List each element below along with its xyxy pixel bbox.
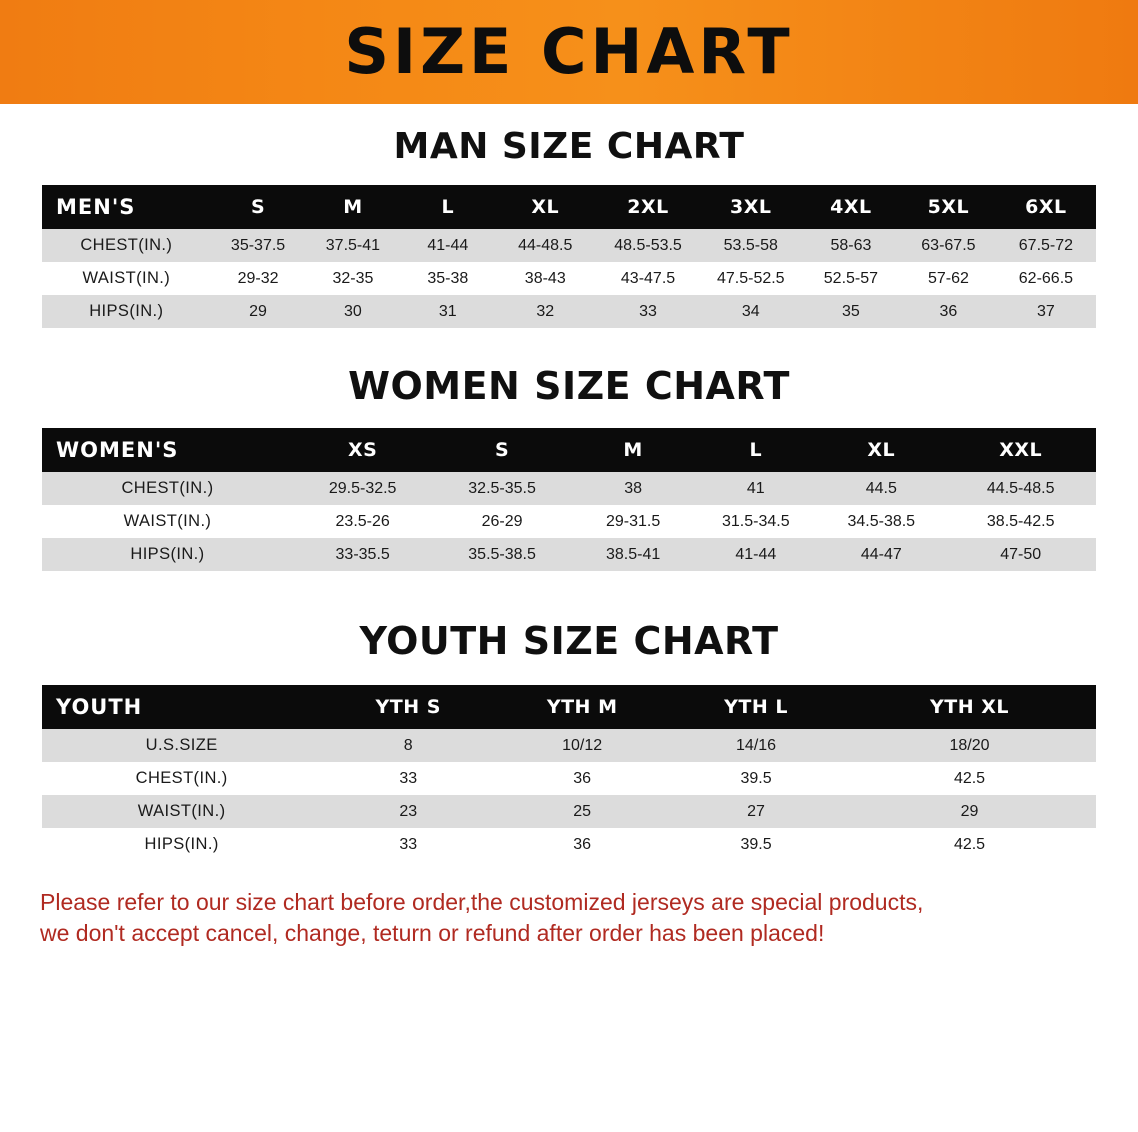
man-size-table bbox=[42, 185, 1096, 328]
table-cell: 36 bbox=[495, 762, 669, 795]
column-header: WOMEN'S bbox=[42, 428, 293, 472]
table-cell: 31.5-34.5 bbox=[694, 505, 817, 538]
women-table-wrapper bbox=[42, 428, 1096, 571]
table-cell: 58-63 bbox=[801, 229, 901, 262]
footer-line-1: Please refer to our size chart before order,the customized jerseys are special products, bbox=[40, 889, 924, 915]
table-cell: 42.5 bbox=[843, 762, 1096, 795]
table-row bbox=[42, 262, 1096, 295]
table-row bbox=[42, 472, 1096, 505]
table-cell: 35 bbox=[801, 295, 901, 328]
table-cell: 32 bbox=[495, 295, 595, 328]
table-cell: 32.5-35.5 bbox=[432, 472, 571, 505]
column-header: XXL bbox=[945, 428, 1096, 472]
row-label: U.S.SIZE bbox=[42, 729, 321, 762]
table-header-row bbox=[42, 685, 1096, 729]
table-cell: 34.5-38.5 bbox=[817, 505, 945, 538]
table-cell: 10/12 bbox=[495, 729, 669, 762]
table-cell: 29-32 bbox=[211, 262, 306, 295]
table-cell: 41-44 bbox=[400, 229, 495, 262]
table-row bbox=[42, 795, 1096, 828]
table-cell: 39.5 bbox=[669, 828, 843, 861]
table-cell: 34 bbox=[701, 295, 801, 328]
row-label: CHEST(IN.) bbox=[42, 472, 293, 505]
table-row bbox=[42, 505, 1096, 538]
table-cell: 35-37.5 bbox=[211, 229, 306, 262]
column-header: YTH L bbox=[669, 685, 843, 729]
column-header: 3XL bbox=[701, 185, 801, 229]
table-cell: 18/20 bbox=[843, 729, 1096, 762]
row-label: CHEST(IN.) bbox=[42, 762, 321, 795]
column-header: YTH XL bbox=[843, 685, 1096, 729]
table-cell: 44-48.5 bbox=[495, 229, 595, 262]
table-cell: 30 bbox=[305, 295, 400, 328]
table-cell: 31 bbox=[400, 295, 495, 328]
table-cell: 52.5-57 bbox=[801, 262, 901, 295]
table-cell: 43-47.5 bbox=[595, 262, 700, 295]
table-cell: 38 bbox=[572, 472, 695, 505]
page-banner bbox=[0, 0, 1138, 104]
column-header: MEN'S bbox=[42, 185, 211, 229]
youth-size-table bbox=[42, 685, 1096, 861]
table-cell: 35-38 bbox=[400, 262, 495, 295]
youth-section-heading: YOUTH SIZE CHART bbox=[359, 619, 779, 663]
table-cell: 53.5-58 bbox=[701, 229, 801, 262]
table-cell: 33 bbox=[595, 295, 700, 328]
column-header: S bbox=[432, 428, 571, 472]
table-cell: 29.5-32.5 bbox=[293, 472, 432, 505]
youth-table-wrapper bbox=[42, 685, 1096, 861]
table-cell: 41-44 bbox=[694, 538, 817, 571]
column-header: 4XL bbox=[801, 185, 901, 229]
table-cell: 23.5-26 bbox=[293, 505, 432, 538]
page-title: SIZE CHART bbox=[344, 15, 794, 88]
table-cell: 38.5-42.5 bbox=[945, 505, 1096, 538]
man-section-heading: MAN SIZE CHART bbox=[393, 126, 745, 167]
table-cell: 27 bbox=[669, 795, 843, 828]
column-header: L bbox=[694, 428, 817, 472]
table-cell: 47-50 bbox=[945, 538, 1096, 571]
table-cell: 25 bbox=[495, 795, 669, 828]
women-section-heading: WOMEN SIZE CHART bbox=[348, 364, 790, 408]
column-header: XL bbox=[495, 185, 595, 229]
table-header-row bbox=[42, 428, 1096, 472]
table-cell: 57-62 bbox=[901, 262, 996, 295]
table-row bbox=[42, 229, 1096, 262]
row-label: WAIST(IN.) bbox=[42, 262, 211, 295]
women-size-table bbox=[42, 428, 1096, 571]
column-header: L bbox=[400, 185, 495, 229]
table-cell: 26-29 bbox=[432, 505, 571, 538]
column-header: M bbox=[572, 428, 695, 472]
column-header: 6XL bbox=[996, 185, 1096, 229]
table-cell: 44.5 bbox=[817, 472, 945, 505]
table-cell: 8 bbox=[321, 729, 495, 762]
footer-line-2: we don't accept cancel, change, teturn or refund after order has been placed! bbox=[40, 920, 825, 947]
table-header-row bbox=[42, 185, 1096, 229]
table-cell: 62-66.5 bbox=[996, 262, 1096, 295]
table-cell: 44-47 bbox=[817, 538, 945, 571]
table-cell: 35.5-38.5 bbox=[432, 538, 571, 571]
row-label: CHEST(IN.) bbox=[42, 229, 211, 262]
table-cell: 39.5 bbox=[669, 762, 843, 795]
footer-disclaimer bbox=[40, 887, 1098, 949]
table-row bbox=[42, 729, 1096, 762]
table-cell: 41 bbox=[694, 472, 817, 505]
column-header: 5XL bbox=[901, 185, 996, 229]
man-table-wrapper bbox=[42, 185, 1096, 328]
table-row bbox=[42, 828, 1096, 861]
table-cell: 63-67.5 bbox=[901, 229, 996, 262]
row-label: HIPS(IN.) bbox=[42, 295, 211, 328]
row-label: HIPS(IN.) bbox=[42, 828, 321, 861]
table-cell: 32-35 bbox=[305, 262, 400, 295]
column-header: YTH S bbox=[321, 685, 495, 729]
table-cell: 33-35.5 bbox=[293, 538, 432, 571]
column-header: YTH M bbox=[495, 685, 669, 729]
table-cell: 67.5-72 bbox=[996, 229, 1096, 262]
table-cell: 36 bbox=[495, 828, 669, 861]
column-header: S bbox=[211, 185, 306, 229]
table-row bbox=[42, 295, 1096, 328]
table-cell: 23 bbox=[321, 795, 495, 828]
column-header: XS bbox=[293, 428, 432, 472]
row-label: HIPS(IN.) bbox=[42, 538, 293, 571]
table-cell: 37.5-41 bbox=[305, 229, 400, 262]
row-label: WAIST(IN.) bbox=[42, 795, 321, 828]
table-cell: 29 bbox=[211, 295, 306, 328]
column-header: XL bbox=[817, 428, 945, 472]
table-row bbox=[42, 762, 1096, 795]
column-header: 2XL bbox=[595, 185, 700, 229]
table-cell: 36 bbox=[901, 295, 996, 328]
table-cell: 48.5-53.5 bbox=[595, 229, 700, 262]
row-label: WAIST(IN.) bbox=[42, 505, 293, 538]
table-cell: 14/16 bbox=[669, 729, 843, 762]
table-cell: 44.5-48.5 bbox=[945, 472, 1096, 505]
table-row bbox=[42, 538, 1096, 571]
table-cell: 38.5-41 bbox=[572, 538, 695, 571]
table-cell: 29 bbox=[843, 795, 1096, 828]
table-cell: 33 bbox=[321, 828, 495, 861]
table-cell: 29-31.5 bbox=[572, 505, 695, 538]
column-header: YOUTH bbox=[42, 685, 321, 729]
table-cell: 42.5 bbox=[843, 828, 1096, 861]
table-cell: 33 bbox=[321, 762, 495, 795]
column-header: M bbox=[305, 185, 400, 229]
table-cell: 37 bbox=[996, 295, 1096, 328]
table-cell: 38-43 bbox=[495, 262, 595, 295]
table-cell: 47.5-52.5 bbox=[701, 262, 801, 295]
